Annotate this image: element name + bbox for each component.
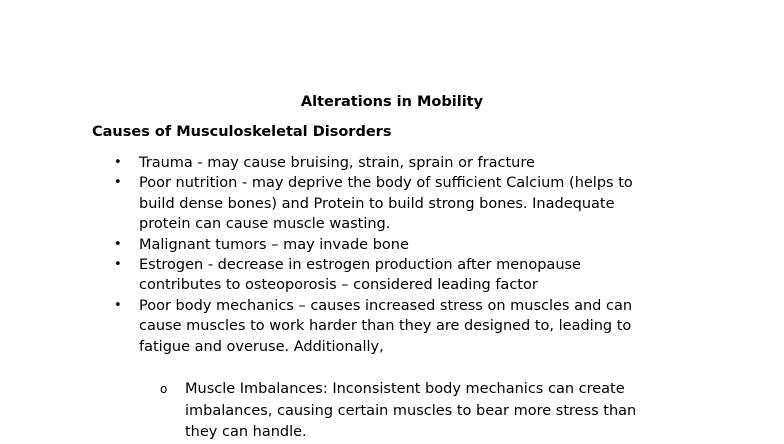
list-item-text: Trauma - may cause bruising, strain, sprain or fracture (139, 155, 535, 171)
list-item-text: cause muscles to work harder than they are designed to, leading to (139, 318, 632, 335)
list-item-text: Poor body mechanics – causes increased stress on muscles and can (139, 297, 633, 314)
sub-list-item-text: Muscle Imbalances: Inconsistent body mechanics can create (185, 381, 625, 397)
sub-list-item (0, 379, 784, 444)
list-item (0, 255, 679, 296)
bullet-icon: • (114, 175, 122, 191)
bullet-list (0, 153, 784, 357)
sub-list-item-text: they can handle. (185, 424, 307, 440)
bullet-icon: • (114, 297, 122, 313)
bullet-icon: • (114, 236, 122, 252)
list-item-text: contributes to osteoporosis – considered leading factor (139, 277, 538, 294)
bullet-icon: • (114, 257, 122, 273)
list-item-text: protein can cause muscle wasting. (139, 216, 391, 233)
list-item-text: Poor nutrition - may deprive the body of sufficient Calcium (helps to (139, 175, 633, 192)
list-item (0, 296, 679, 357)
circle-bullet-icon: o (160, 382, 168, 396)
list-item-text: Estrogen - decrease in estrogen production after menopause (139, 257, 581, 274)
bullet-icon: • (114, 155, 122, 170)
sub-bullet-list (0, 379, 784, 444)
list-item-text: fatigue and overuse. Additionally, (139, 338, 384, 355)
sub-list-item-text: imbalances, causing certain muscles to bear more stress than (185, 402, 637, 419)
list-item (0, 153, 679, 173)
document-title: Alterations in Mobility (300, 94, 484, 110)
list-item (0, 173, 679, 234)
section-heading: Causes of Musculoskeletal Disorders (92, 124, 392, 140)
list-item-text: Malignant tumors – may invade bone (139, 236, 409, 253)
list-item (0, 235, 679, 255)
list-item-text: build dense bones) and Protein to build strong bones. Inadequate (139, 195, 615, 212)
